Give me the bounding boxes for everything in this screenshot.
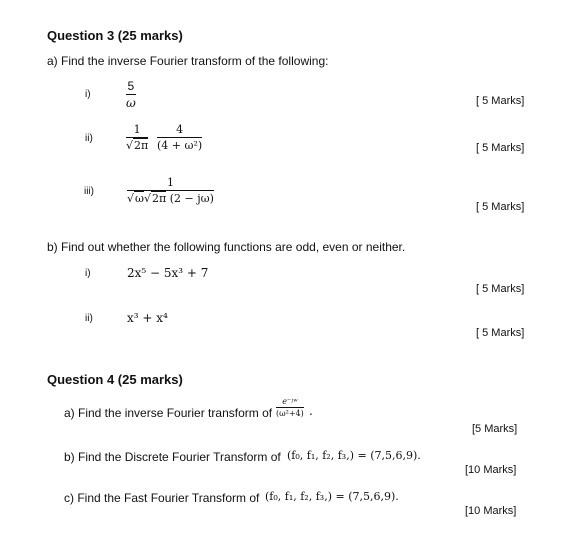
q3-part-b-prompt: b) Find out whether the following functions are odd, even or neither.	[47, 240, 406, 254]
q4c-marks: [10 Marks]	[465, 505, 517, 517]
q3a-iii-root-1: ω	[135, 192, 144, 205]
q3a-ii-numerator-1: 1	[133, 123, 141, 136]
question-3-title: Question 3 (25 marks)	[47, 28, 183, 43]
q3b-i-marks: [ 5 Marks]	[476, 283, 525, 295]
q3a-ii-denominator-2: (4 + ω²)	[157, 139, 203, 152]
q3a-ii-denominator-1: 2π	[134, 139, 149, 152]
q3a-iii-root-2: 2π	[152, 192, 167, 205]
q3b-i-expression: 2x⁵ − 5x³ + 7	[127, 266, 209, 280]
sqrt-icon: √	[127, 192, 135, 205]
sqrt-icon: √	[144, 192, 152, 205]
q3a-ii-fraction-1	[126, 123, 148, 152]
q3a-ii-label: ii)	[85, 133, 93, 144]
q4a-prompt: a) Find the inverse Fourier transform of	[64, 406, 273, 420]
q3a-i-denominator: ω	[126, 96, 136, 110]
q3b-ii-expression: x³ + x⁴	[127, 311, 168, 325]
q4a-period: .	[309, 404, 313, 418]
q3b-ii-marks: [ 5 Marks]	[476, 327, 525, 339]
q3a-ii-marks: [ 5 Marks]	[476, 142, 525, 154]
q4c-expression: (f₀, f₁, f₂, f₃,) = (7,5,6,9).	[265, 490, 399, 503]
q3a-i-fraction	[126, 79, 136, 110]
q4a-marks: [5 Marks]	[472, 423, 518, 435]
q3b-ii-label: ii)	[85, 313, 93, 324]
q4a-denominator: (ω²+4)	[276, 409, 304, 418]
q3a-iii-fraction	[127, 176, 214, 205]
q3-part-a-prompt: a) Find the inverse Fourier transform of the following:	[47, 54, 329, 68]
q3b-i-label: i)	[85, 268, 91, 279]
q3a-i-marks: [ 5 Marks]	[476, 95, 525, 107]
q3a-iii-numerator: 1	[166, 176, 174, 189]
q3a-iii-label: iii)	[84, 186, 94, 197]
q3a-iii-marks: [ 5 Marks]	[476, 201, 525, 213]
q4b-prompt: b) Find the Discrete Fourier Transform of	[64, 450, 281, 464]
q4c-prompt: c) Find the Fast Fourier Transform of	[64, 491, 260, 505]
q3a-i-label: i)	[85, 89, 91, 100]
q4b-expression: (f₀, f₁, f₂, f₃,) = (7,5,6,9).	[287, 449, 421, 462]
q3a-iii-denominator-tail: (2 − jω)	[169, 192, 214, 205]
q4a-fraction	[276, 397, 304, 418]
q3a-ii-fraction-2	[157, 123, 202, 152]
q4b-marks: [10 Marks]	[465, 464, 517, 476]
sqrt-icon: √	[126, 139, 134, 152]
q3a-i-numerator: 5	[127, 79, 135, 93]
q3a-ii-numerator-2: 4	[176, 123, 184, 136]
q4a-numerator: e⁻ʲʷ	[282, 397, 298, 406]
question-4-title: Question 4 (25 marks)	[47, 372, 183, 387]
